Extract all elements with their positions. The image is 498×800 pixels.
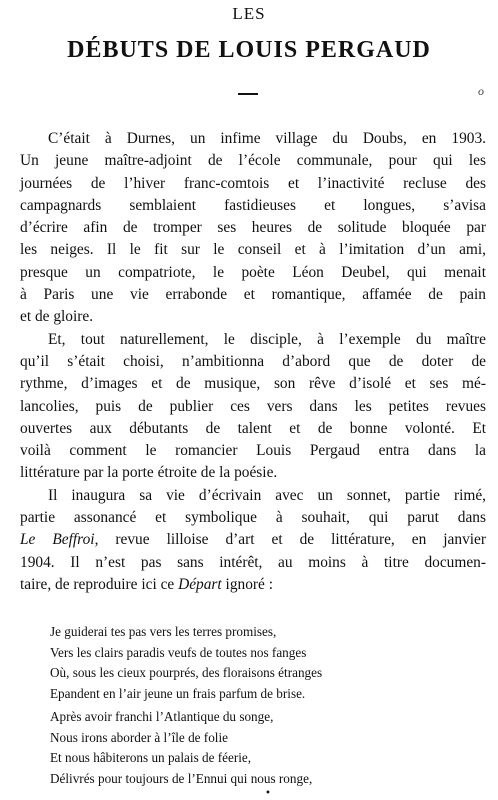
verse-line: Nous irons aborder à l’île de folie	[50, 729, 228, 745]
text-line: les neiges. Il le fit sur le conseil et à l’imitation d’un ami,	[20, 241, 486, 259]
poem-stanza-1	[50, 622, 470, 704]
title-separator	[238, 93, 258, 95]
text-run: 1904. Il n’est pas sans intérêt, au moins à titre documen-	[20, 553, 486, 571]
text-line: ouvertes aux débutants de talent et de bonne volonté. Et	[20, 419, 486, 437]
text-run: , revue lilloise d’art et de littérature, en janvier	[94, 531, 486, 549]
title-prefix: LES	[232, 4, 266, 23]
text-line: Un jeune maître-adjoint de l’école communale, pour qui les	[20, 152, 486, 170]
text-line: C’était à Durnes, un infime village du Doubs, en 1903.	[48, 130, 486, 147]
text-line: et de gloire.	[20, 308, 94, 326]
text-line: campagnards semblaient fastidieuses et longues, s’avisa	[20, 196, 486, 214]
text-run: Il inaugura sa vie d’écrivain avec un sonnet, partie rimé,	[48, 486, 486, 504]
text-line	[20, 485, 486, 507]
text-line: d’écrire afin de tromper ses heures de solitude bloquée par	[20, 219, 486, 237]
text-line: journées de l’hiver franc-comtois et l’inactivité recluse des	[20, 174, 486, 192]
poem-title: Départ	[178, 575, 222, 593]
text-line: Et, tout naturellement, le disciple, à l’exemple du maître	[48, 330, 486, 348]
verse-line: Je guiderai tes pas vers les terres promises,	[50, 624, 277, 639]
verse-line: Vers les clairs paradis veufs de toutes nos fanges	[50, 644, 307, 660]
text-line: presque un compatriote, le poète Léon Deubel, qui menait	[20, 263, 486, 281]
text-line: lancolies, puis de publier ces vers dans les petites revues	[20, 397, 486, 415]
verse-line: Délivrés pour toujours de l’Ennui qui nous ronge,	[50, 770, 313, 786]
chapter-title: DÉBUTS DE LOUIS PERGAUD	[67, 37, 431, 63]
text-line: littérature par la porte étroite de la poésie.	[20, 464, 278, 482]
margin-mark: o	[478, 84, 484, 98]
verse-line: Et nous hâbiterons un palais de féerie,	[50, 750, 252, 765]
page-bottom-mark: •	[265, 788, 271, 799]
paragraph-2	[20, 329, 486, 485]
text-line	[20, 552, 486, 574]
verse-line: Epandent en l’air jeune un frais parfum de brise.	[50, 685, 306, 701]
verse-line: Après avoir franchi l’Atlantique du songe,	[50, 709, 274, 724]
text-line	[20, 529, 486, 551]
text-run: taire, de reproduire ici ce	[20, 575, 179, 593]
paragraph-3	[20, 485, 486, 596]
journal-title: Le Beffroi	[20, 531, 95, 549]
verse-line: Où, sous les cieux pourprés, des floraisons étranges	[50, 665, 323, 680]
text-line: qu’il s’était choisi, n’ambitionna d’abord que de doter de	[20, 352, 486, 370]
text-run: partie assonancé et symbolique à souhait, qui parut dans	[20, 509, 486, 527]
text-run: ignoré :	[221, 575, 273, 593]
text-line: à Paris une vie errabonde et romantique, affamée de pain	[20, 286, 486, 304]
paragraph-1	[20, 128, 486, 329]
text-line	[20, 574, 486, 596]
text-line: voilà comment le romancier Louis Pergaud entra dans la	[20, 442, 486, 460]
text-line	[20, 507, 486, 529]
text-line: rythme, d’images et de musique, son rêve d’isolé et ses mé-	[20, 375, 486, 393]
prose-body	[20, 128, 486, 596]
poem-stanza-2	[50, 707, 470, 789]
